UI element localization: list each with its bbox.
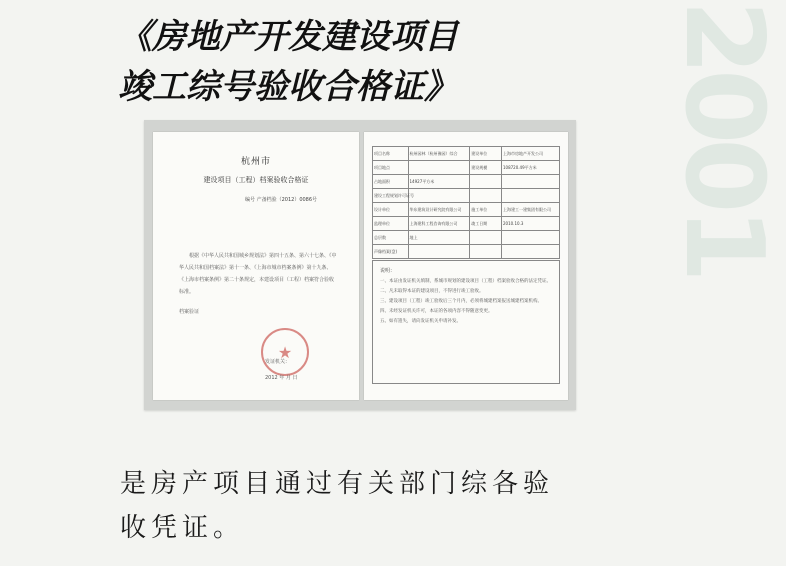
note-item: 一、本证由发证机关填制，系城市规划的建设项目（工程）档案验收合格的法定凭证。 bbox=[380, 279, 551, 284]
table-cell: 声像档案(盘) bbox=[373, 245, 409, 259]
official-seal-icon: ★ bbox=[261, 328, 309, 376]
table-cell: 14927平方米 bbox=[408, 175, 470, 189]
table-row bbox=[373, 189, 560, 203]
table-cell: 上海建科工程咨询有限公司 bbox=[408, 217, 470, 231]
table-cell: 上海市房地产开发公司 bbox=[502, 147, 560, 161]
table-row bbox=[373, 245, 560, 259]
certificate-notes bbox=[372, 260, 560, 384]
note-item: 四、未经发证机关许可，本证的各项内容不得随意变更。 bbox=[380, 309, 493, 314]
table-cell bbox=[470, 175, 502, 189]
table-row bbox=[373, 217, 560, 231]
table-cell: 地上 bbox=[408, 231, 470, 245]
table-cell bbox=[502, 189, 560, 203]
certificate-photo bbox=[144, 120, 576, 410]
caption bbox=[120, 462, 620, 550]
table-cell: 上海建工一建集团有限公司 bbox=[502, 203, 560, 217]
certificate-title: 建设项目（工程）档案验收合格证 bbox=[203, 176, 309, 184]
table-cell: 华东建筑设计研究院有限公司 bbox=[408, 203, 470, 217]
table-cell bbox=[470, 231, 502, 245]
table-cell bbox=[408, 245, 470, 259]
table-cell bbox=[470, 189, 502, 203]
table-cell: 2010.10.3 bbox=[502, 217, 560, 231]
certificate-label: 档案验证 bbox=[179, 309, 200, 315]
table-cell: 项目地点 bbox=[373, 161, 409, 175]
headline-line-1: 《房地产开发建设项目 bbox=[118, 17, 458, 57]
caption-line-1: 是房产项目通过有关部门综各验 bbox=[120, 469, 555, 499]
certificate-date: 2012 年 月 日 bbox=[265, 375, 298, 381]
table-row bbox=[373, 175, 560, 189]
headline bbox=[118, 12, 598, 112]
certificate-info-table bbox=[372, 146, 560, 259]
table-cell bbox=[502, 175, 560, 189]
table-cell bbox=[502, 245, 560, 259]
notes-title: 说明： bbox=[380, 268, 396, 274]
table-cell: 杭州园林（杭州豫园）综合 bbox=[408, 147, 470, 161]
table-row bbox=[373, 203, 560, 217]
table-cell: 施工单位 bbox=[470, 203, 502, 217]
table-cell: 108720.49平方米 bbox=[502, 161, 560, 175]
table-cell: 建设单位 bbox=[470, 147, 502, 161]
certificate-issuer: 发证机关： bbox=[265, 359, 291, 365]
certificate-number: 编号 产备档验（2012）0086号 bbox=[245, 197, 318, 203]
table-cell: 总层数 bbox=[373, 231, 409, 245]
certificate-left-page bbox=[153, 132, 359, 400]
note-item: 五、如有遗失，请向发证机关申请补发。 bbox=[380, 319, 461, 324]
background-watermark-text: 2001 bbox=[661, 0, 786, 277]
certificate-right-page bbox=[364, 132, 568, 400]
table-cell bbox=[408, 161, 470, 175]
note-item: 二、凡未取得本证的建设项目，不得进行竣工验收。 bbox=[380, 289, 484, 294]
table-cell: 建设规模 bbox=[470, 161, 502, 175]
note-item: 三、建设项目（工程）竣工验收后三个月内，必须将城建档案报送城建档案机构。 bbox=[380, 299, 542, 304]
table-cell: 设计单位 bbox=[373, 203, 409, 217]
table-cell bbox=[470, 245, 502, 259]
table-row bbox=[373, 231, 560, 245]
table-cell: 占地面积 bbox=[373, 175, 409, 189]
table-row bbox=[373, 147, 560, 161]
table-cell: 竣工日期 bbox=[470, 217, 502, 231]
certificate-city: 杭州市 bbox=[240, 157, 271, 167]
certificate-body-text: 根据《中华人民共和国城乡规划法》第四十五条、第六十七条、《中华人民共和国档案法》第十一条、《上海市城市档案条例》第十九条、《上海市档案条例》第二十条规定，本建设项目（工程）档案符合验收标准。 bbox=[179, 253, 337, 295]
table-cell bbox=[502, 231, 560, 245]
table-cell: 项目名称 bbox=[373, 147, 409, 161]
table-cell: 监理单位 bbox=[373, 217, 409, 231]
table-row bbox=[373, 161, 560, 175]
headline-line-2: 竣工综号验收合格证》 bbox=[118, 67, 458, 107]
table-cell bbox=[408, 189, 470, 203]
caption-line-2: 收凭证。 bbox=[120, 513, 245, 543]
table-cell: 建设工程规划许可证号 bbox=[373, 189, 409, 203]
